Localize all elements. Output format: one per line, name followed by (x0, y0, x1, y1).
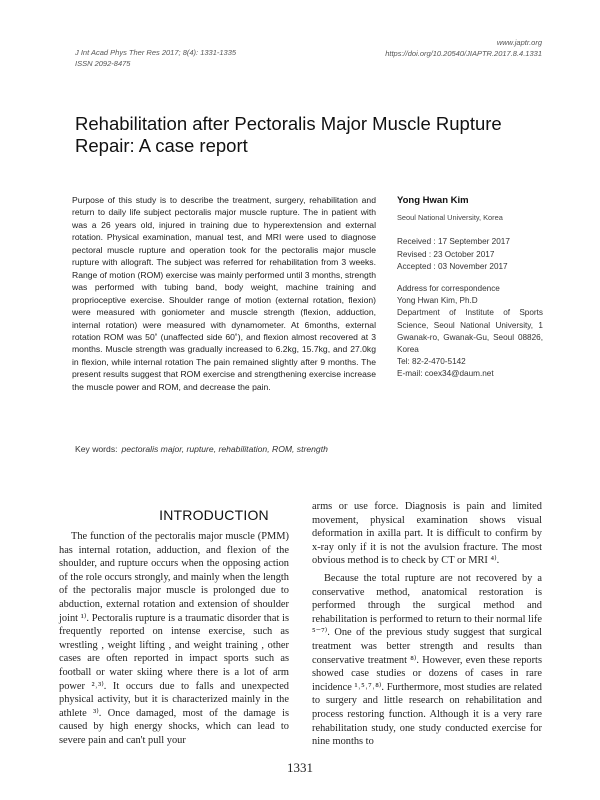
author-name: Yong Hwan Kim (397, 195, 469, 206)
journal-citation: J Int Acad Phys Ther Res 2017; 8(4): 1331-1335 (75, 48, 237, 57)
author-sidebar (397, 195, 543, 381)
correspondence-label: Address for correspondence (397, 284, 500, 294)
body-column-left (59, 530, 289, 748)
revised-date: Revised : 23 October 2017 (397, 249, 495, 259)
running-header-left (75, 47, 236, 69)
intro-paragraph-1: The function of the pectoralis major muscle (PMM) has internal rotation, adduction, and flexion of the shoulder, and rupture occurs when the opposing action of the role occurs strongly, and mainly when the length of the pectoralis major muscle is prolonged due to abduction, external rotation and extension of shoulder joint ¹⁾. Pectoralis rupture is a traumatic disorder that is frequently reported on intense exercise, such as wrestling , weight lifting , and weight training , other cases are often reported in impact sports such as football or water skiing where there is a lot of arm power ²˒³⁾. It occurs due to falls and unexpected physical activity, but it is characterized mainly in the athlete ³⁾. Once damaged, most of the damage is caused by high energy shocks, which can lead to severe pain and can't pull your (59, 531, 289, 746)
keywords (75, 444, 328, 454)
keywords-text: pectoralis major, rupture, rehabilitation, ROM, strength (121, 444, 328, 454)
correspondence-name: Yong Hwan Kim, Ph.D (397, 296, 478, 306)
accepted-date: Accepted : 03 November 2017 (397, 261, 508, 271)
running-header-right (385, 37, 542, 59)
article-dates (397, 236, 543, 273)
journal-site[interactable]: www.japtr.org (496, 38, 542, 47)
abstract: Purpose of this study is to describe the treatment, surgery, rehabilitation and return to daily life subject pectoralis major muscle rupture. The in patient with was a 26 years old, injured in training due to hyperextension and external rotation. Physical examination, manual test, and MRI were used to diagnose pectoral muscle rupture and operation took for the pectoralis major muscle rupture with allograft. The subject was referred for rehabilitation from 3 weeks. Range of motion (ROM) exercise was mainly performed until 3 months, strength was performed with tubing band, body weight, machine training and proprioceptive exercise. Shoulder range of motion (external rotation, flexion) were measured with goniometer and muscle strength (flexion, adduction, internal rotation) were measured with dynamometer. At 6months, external rotation ROM was 50˚ (unaffected side 60˚), and flexion almost recovered at 3 months. Muscle strength was gradually increased to 6.2kg, 15.7kg, and 27.0kg in flexion, while internal rotation The pain remained slightly after 9 months. The present results suggest that ROM exercise and strengthening exercise increase the muscle power and ROM, and decrease the pain. (72, 195, 376, 392)
issn: ISSN 2092-8475 (75, 59, 131, 68)
author-affiliation: Seoul National University, Korea (397, 213, 503, 223)
correspondence-address: Department of Institute of Sports Science, Seoul National University, 1 Gwanak-ro, Gwanak-Gu, Seoul 08826, Korea (397, 308, 543, 355)
correspondence (397, 283, 543, 381)
correspondence-email[interactable]: E-mail: coex34@daum.net (397, 369, 494, 379)
page-number: 1331 (287, 760, 313, 775)
paper-title: Rehabilitation after Pectoralis Major Muscle Rupture Repair: A case report (75, 113, 502, 156)
body-column-right (312, 500, 542, 749)
doi-link[interactable]: https://doi.org/10.20540/JIAPTR.2017.8.4.1331 (385, 49, 542, 58)
intro-paragraph-1-cont: arms or use force. Diagnosis is pain and limited movement, physical examination shows visual deformation in axilla part. It is difficult to confirm by x-ray only if it is not the avulsion fracture. The most obvious method is to check by CT or MRI ⁴⁾. (312, 501, 542, 567)
correspondence-tel: Tel: 82-2-470-5142 (397, 357, 466, 367)
received-date: Received : 17 September 2017 (397, 237, 510, 247)
keywords-label: Key words: (75, 444, 118, 454)
section-heading-introduction: INTRODUCTION (159, 507, 269, 523)
intro-paragraph-2: Because the total rupture are not recovered by a conservative method, anatomical restoration is performed through the surgical method and rehabilitation is performed to return to their normal life ⁵⁻⁷⁾. One of the previous study suggest that surgical treatment was better strength and results than conservative treatment ⁸⁾. However, even these reports showed case studies or dozens of cases in rare incidence ¹˒⁵˒⁷˒⁸⁾. Furthermore, most studies are related to surgery and little research on rehabilitation and process restoring function. Although it is a very rare rehabilitation study, one study conducted exercise for nine months to (312, 572, 542, 748)
